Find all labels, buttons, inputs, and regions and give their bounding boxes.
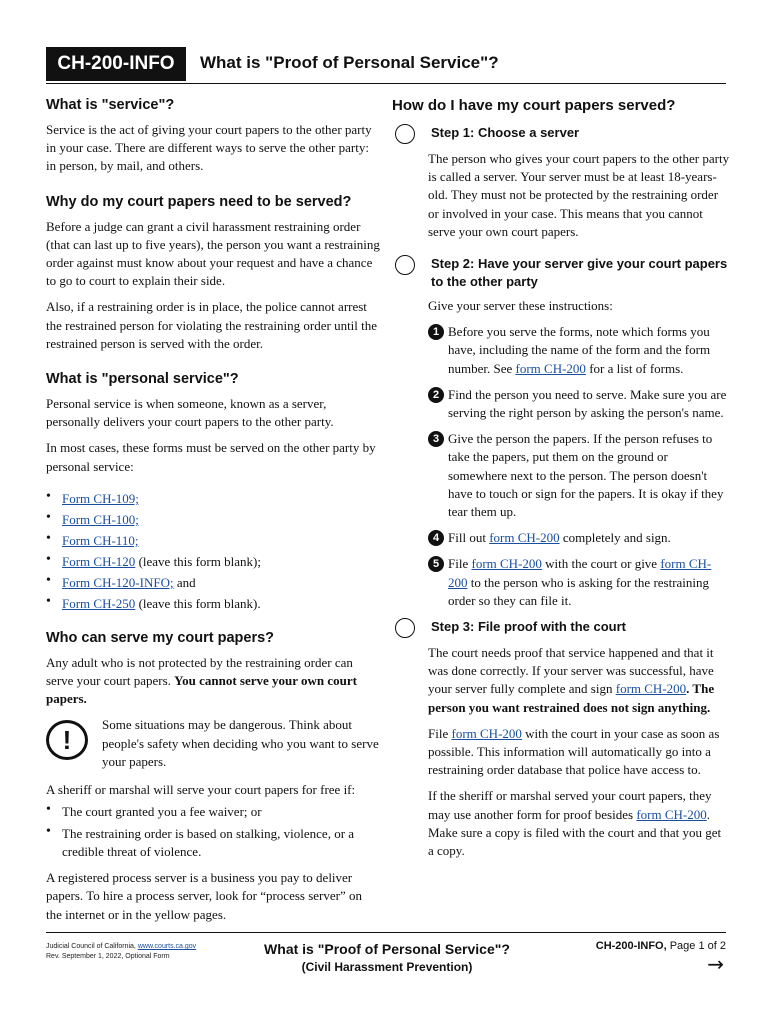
right-column bbox=[392, 97, 730, 868]
form-id-badge: CH-200-INFO bbox=[46, 47, 186, 81]
footer-subtitle: (Civil Harassment Prevention) bbox=[301, 960, 473, 974]
step-3-checkbox[interactable] bbox=[395, 618, 415, 638]
sheriff-text: A sheriff or marshal will serve your court papers for free if: bbox=[46, 782, 356, 798]
list-item bbox=[46, 488, 380, 509]
header-divider bbox=[46, 83, 726, 84]
courts-website-link[interactable]: www.courts.ca.gov bbox=[137, 943, 197, 950]
forms-list bbox=[46, 488, 380, 614]
form-ch200-link[interactable]: form CH-200 bbox=[515, 360, 586, 376]
form-ch200-link[interactable]: form CH-200 bbox=[471, 556, 542, 572]
step-2-title: Step 2: Have your server give your court papers to the other party bbox=[431, 256, 728, 290]
how-heading: How do I have my court papers served? bbox=[392, 97, 676, 114]
list-item: • The restraining order is based on stalking, violence, or a credible threat of violence. bbox=[46, 825, 380, 861]
footer-form-id: CH-200-INFO, bbox=[595, 940, 667, 952]
instruction-1: 1 Before you serve the forms, note which forms you have, including the name of the form and the form number. See form CH-200 for a list of forms. bbox=[428, 323, 730, 378]
page-number: Page 1 of 2 bbox=[669, 940, 726, 952]
step-3-title: Step 3: File proof with the court bbox=[431, 619, 626, 635]
footer-council: Judicial Council of California, www.courts.ca.gov Rev. September 1, 2022, Optional Form bbox=[46, 943, 197, 960]
personal-text-2: In most cases, these forms must be served on the other party by personal service: bbox=[46, 440, 376, 474]
form-ch250-link[interactable]: Form CH-250 bbox=[62, 595, 136, 611]
why-text-2: Also, if a restraining order is in place, the police cannot arrest the restrained person for violating the restraining order until the restrained person is served with the order. bbox=[46, 299, 378, 351]
footer-revision: Rev. September 1, 2022, Optional Form bbox=[46, 953, 170, 960]
number-3-badge: 3 bbox=[428, 431, 444, 447]
personal-text-1: Personal service is when someone, known as a server, personally delivers your court papers to the other party. bbox=[46, 396, 334, 430]
list-item: • Form CH-120 (leave this form blank); bbox=[46, 551, 380, 572]
personal-heading: What is "personal service"? bbox=[46, 371, 239, 388]
number-4-badge: 4 bbox=[428, 530, 444, 546]
instruction-2: 2 Find the person you need to serve. Make sure you are serving the right person by asking the person's name. bbox=[428, 386, 730, 422]
step-1 bbox=[392, 124, 730, 144]
step-3 bbox=[392, 618, 730, 638]
list-item: • Form CH-250 (leave this form blank). bbox=[46, 593, 380, 614]
list-item bbox=[46, 509, 380, 530]
form-ch200-link[interactable]: form CH-200 bbox=[489, 530, 560, 546]
step-2-checkbox[interactable] bbox=[395, 255, 415, 275]
step-2 bbox=[392, 255, 730, 291]
instruction-3: 3 Give the person the papers. If the person refuses to take the papers, put them on the ground or somewhere next to the person. The person doesn't have to touch or sign for the papers. It is okay if they tear them up. bbox=[428, 430, 730, 521]
form-ch109-link[interactable]: Form CH-109; bbox=[62, 490, 139, 506]
warning-callout bbox=[46, 716, 380, 771]
who-text: Any adult who is not protected by the restraining order can serve your court papers. You cannot serve your own court papers. bbox=[46, 654, 357, 707]
instruction-4: 4 Fill out form CH-200 completely and sign. bbox=[428, 529, 730, 547]
left-column bbox=[46, 97, 380, 932]
step-2-body bbox=[428, 297, 730, 610]
step-3-body: The court needs proof that service happened and that it was done correctly. If your server was successful, have your server fully complete and sign form CH-200. The person you want restrained does not sign anything. File form CH-200 with the court in your case as soon as possible. This information will automatically go into a restraining order database that police have access to. If the sheriff or marshal served your court papers, they may use another form for proof besides form CH-200. Make sure a copy is filed with the court and that you get a copy. bbox=[428, 645, 722, 859]
exclamation-icon: ! bbox=[46, 720, 88, 760]
process-server-text: A registered process server is a business you pay to deliver papers. To hire a process server, look for “process server” on the internet or in the yellow pages. bbox=[46, 870, 362, 922]
warning-text: Some situations may be dangerous. Think about people's safety when deciding who you want to serve your papers. bbox=[102, 717, 379, 769]
instruction-5: 5 File form CH-200 with the court or give form CH-200 to the person who is asking for the restraining order so they can file it. bbox=[428, 555, 730, 610]
footer-divider bbox=[46, 932, 726, 933]
number-5-badge: 5 bbox=[428, 556, 444, 572]
service-text: Service is the act of giving your court papers to the other party in your case. There are different ways to serve the other party: in person, by mail, and others. bbox=[46, 122, 372, 174]
form-ch200-link[interactable]: form CH-200 bbox=[636, 806, 707, 822]
step-2-intro: Give your server these instructions: bbox=[428, 298, 613, 314]
step-1-title: Step 1: Choose a server bbox=[431, 125, 580, 140]
who-heading: Who can serve my court papers? bbox=[46, 629, 275, 646]
number-2-badge: 2 bbox=[428, 387, 444, 403]
form-ch120-info-link[interactable]: Form CH-120-INFO; bbox=[62, 574, 174, 590]
list-item bbox=[46, 530, 380, 551]
service-heading: What is "service"? bbox=[46, 97, 175, 113]
list-item: • Form CH-120-INFO; and bbox=[46, 572, 380, 593]
form-ch200-link[interactable]: form CH-200 bbox=[615, 681, 687, 697]
sheriff-conditions bbox=[46, 803, 380, 861]
form-ch200-link[interactable]: form CH-200 bbox=[451, 725, 522, 741]
why-heading: Why do my court papers need to be served? bbox=[46, 193, 352, 210]
step-1-checkbox[interactable] bbox=[395, 124, 415, 144]
form-ch110-link[interactable]: Form CH-110; bbox=[62, 532, 139, 548]
next-page-arrow-icon[interactable]: → bbox=[707, 952, 724, 976]
page-title: What is "Proof of Personal Service"? bbox=[200, 53, 499, 72]
number-1-badge: 1 bbox=[428, 324, 444, 340]
footer-page-info bbox=[596, 940, 726, 952]
footer-title-block bbox=[222, 941, 552, 974]
form-ch200-link[interactable]: form CH-200 bbox=[448, 556, 712, 590]
step-1-text: The person who gives your court papers to the other party is called a server. Your server must be at least 18-years-old. They must not be protected by the restraining order or involved in your case. This means that you cannot serve your own court papers. bbox=[428, 151, 730, 239]
form-ch100-link[interactable]: Form CH-100; bbox=[62, 511, 139, 527]
form-ch120-link[interactable]: Form CH-120 bbox=[62, 553, 136, 569]
why-text-1: Before a judge can grant a civil harassment restraining order (that can last up to five years), the person you want a restraining order against must know about your request and have a chance to go to court to explain their side. bbox=[46, 218, 380, 289]
list-item: • The court granted you a fee waiver; or bbox=[46, 803, 380, 821]
footer-title: What is "Proof of Personal Service"? bbox=[264, 941, 510, 957]
